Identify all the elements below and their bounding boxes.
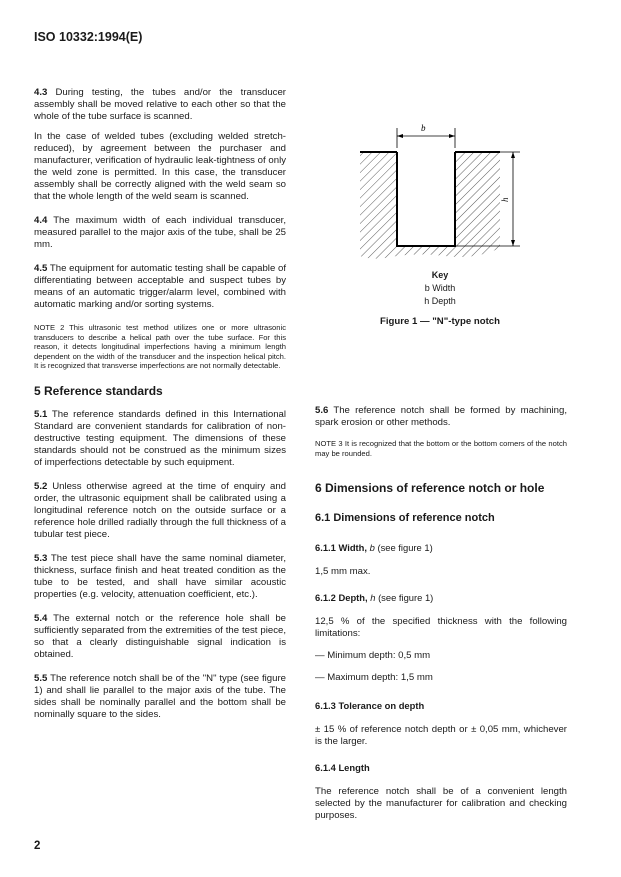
n-type-notch-figure xyxy=(355,118,535,263)
clause-5-1: 5.1 The reference standards defined in this International Standard are convenient standards for calibration of non-destructive testing equipment. The dimensions of these standards should not be construed as the minimum sizes of imperfections detectable by such equipment. xyxy=(34,408,286,468)
material-section xyxy=(360,152,500,259)
depth-value: 12,5 % of the specified thickness with the following limitations: xyxy=(315,616,567,639)
figure-key xyxy=(340,270,540,327)
clause-4-3: 4.3 During testing, the tubes and/or the transducer assembly shall be moved relative to each other so that the whole of the tube surface is scanned. xyxy=(34,87,287,122)
note-3: NOTE 3 It is recognized that the bottom or the bottom corners of the notch may be rounded. xyxy=(315,439,567,458)
clause-4-4: 4.4 The maximum width of each individual transducer, measured parallel to the major axis of the tube, shall be 25 mm. xyxy=(34,215,286,250)
dim-b-arrow-right xyxy=(449,134,455,138)
section-5-title: 5 Reference standards xyxy=(34,383,163,398)
section-6-1-title: 6.1 Dimensions of reference notch xyxy=(315,512,495,524)
dim-h-label: h xyxy=(500,197,510,202)
note-2: NOTE 2 This ultrasonic test method utilizes one or more ultrasonic transducers to describe a helical path over the tube surface. For this reason, it detects longitudinal imperfections having a minimum length dependent on the width of the transducer and the inspection helical pitch. It is recognized that transverse imperfections are not normally detectable. xyxy=(34,323,286,370)
width-value: 1,5 mm max. xyxy=(315,566,371,577)
clause-4-5: 4.5 The equipment for automatic testing shall be capable of differentiating between acceptable and suspect tubes by means of an automatic trigger/alarm level, combined with automatic marking and/or sorting systems. xyxy=(34,263,286,310)
dim-h-arrow-top xyxy=(511,152,515,158)
clause-4-3-welded: In the case of welded tubes (excluding welded stretch-reduced), by agreement between the purchaser and manufacturer, verification of hydraulic leak-tightness of only the weld zone is permitted. In this case, the transducer assembly shall be correctly aligned with the weld seam so that the whole length of the weld seam is scanned. xyxy=(34,131,286,202)
length-value: The reference notch shall be of a convenient length selected by the manufacturer for calibration and checking purposes. xyxy=(315,786,567,821)
right-column xyxy=(315,405,567,822)
key-width: b Width xyxy=(424,283,456,293)
clause-5-6: 5.6 The reference notch shall be formed by machining, spark erosion or other methods. xyxy=(315,405,567,428)
notch-outline xyxy=(397,152,455,246)
subclause-6-1-2: 6.1.2 Depth, h (see figure 1) xyxy=(315,592,434,603)
dim-b-label: b xyxy=(421,123,426,133)
clause-5-5: 5.5 The reference notch shall be of the "N" type (see figure 1) and shall lie parallel to the major axis of the tube. The sides shall be nominally parallel and the bottom shall be nominally square to the sides. xyxy=(34,672,286,720)
tolerance-value: ± 15 % of reference notch depth or ± 0,05 mm, whichever is the larger. xyxy=(315,724,567,747)
subclause-6-1-3: 6.1.3 Tolerance on depth xyxy=(315,700,425,711)
figure-caption: Figure 1 — "N"-type notch xyxy=(380,316,500,327)
clause-5-4: 5.4 The external notch or the reference hole shall be sufficiently separated from the extremities of the test piece, so that a clearly distinguishable signal indication is obtained. xyxy=(34,612,286,660)
subclause-6-1-4: 6.1.4 Length xyxy=(315,762,370,773)
depth-maximum: — Maximum depth: 1,5 mm xyxy=(315,672,433,683)
subclause-6-1-1: 6.1.1 Width, b (see figure 1) xyxy=(315,542,433,553)
clause-5-3: 5.3 The test piece shall have the same nominal diameter, thickness, surface finish and heat treated condition as the tube to be tested, and shall have similar acoustic properties (e.g. velocity, attenuation coefficient, etc.). xyxy=(34,552,286,600)
dim-b-arrow-left xyxy=(397,134,403,138)
key-depth: h Depth xyxy=(424,296,456,306)
section-6-title: 6 Dimensions of reference notch or hole xyxy=(315,481,545,495)
page-number: 2 xyxy=(34,840,41,852)
document-id: ISO 10332:1994(E) xyxy=(34,30,143,44)
key-title: Key xyxy=(431,270,449,280)
left-column xyxy=(34,87,286,721)
depth-minimum: — Minimum depth: 0,5 mm xyxy=(315,650,431,661)
dim-h-arrow-bottom xyxy=(511,240,515,246)
clause-5-2: 5.2 Unless otherwise agreed at the time of enquiry and order, the ultrasonic equipment shall be calibrated using a longitudinal reference notch on the outside surface or a reference hole drilled radially through the full thickness of a tubular test piece. xyxy=(34,480,287,540)
